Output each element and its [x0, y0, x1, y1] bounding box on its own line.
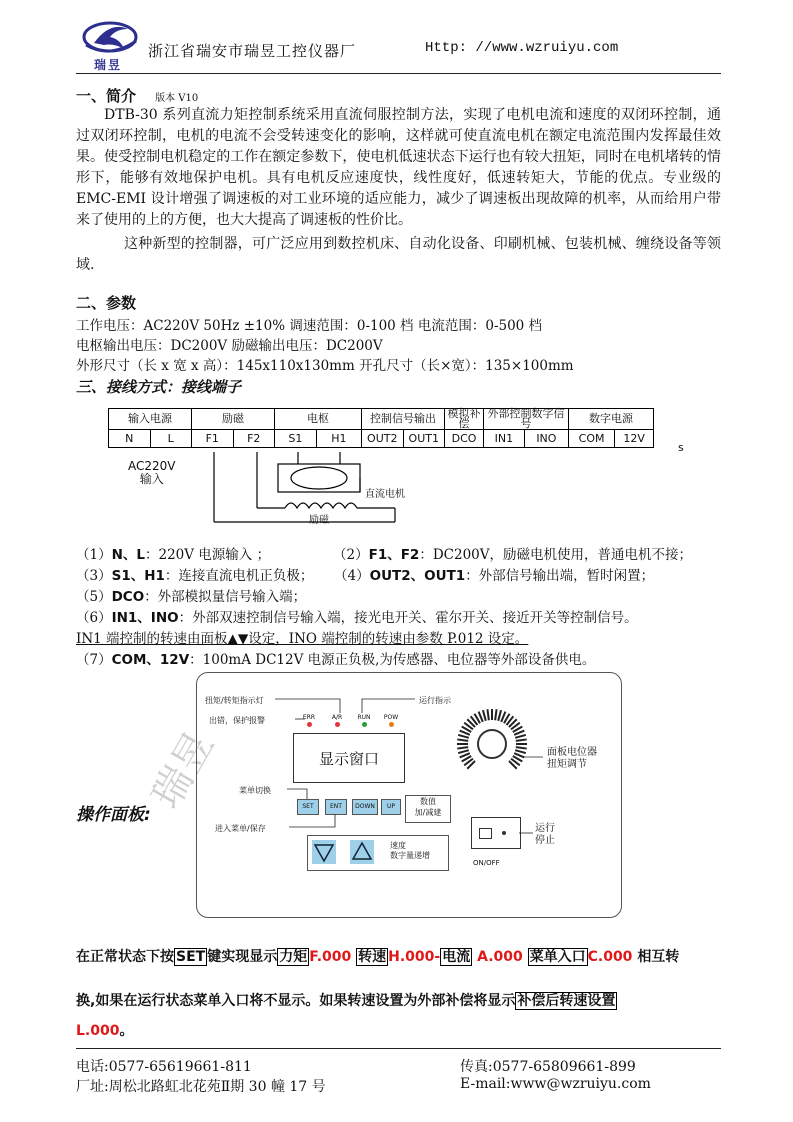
set-key[interactable]: SET [297, 799, 319, 815]
display-statement-line-2: 换,如果在运行状态菜单入口将不显示。如果转速设置为外部补偿将显示 补偿后转速设置 [76, 993, 616, 1009]
field-label: 励磁 [309, 515, 329, 526]
terminal-cell: S1 [275, 430, 317, 448]
footer-address: 厂址:周松北路虹北花苑Ⅱ期 30 幢 17 号 [76, 1079, 326, 1095]
group-cell: 输入电源 [109, 409, 192, 430]
footer-divider [76, 1048, 721, 1049]
terminal-table [108, 408, 654, 448]
logo-text: 瑞昱 [94, 58, 123, 72]
intro-para-2: 这种新型的控制器，可广泛应用到数控机床、自动化设备、印刷机械、包装机械、缠绕设备等领域. [76, 236, 721, 273]
indicator-label: 扭矩/转矩指示灯 [205, 696, 264, 705]
note-row: （7）COM、12V：100mA DC12V 电源正负极,为传感器、电位器等外部设备供电。 [76, 652, 596, 668]
terminal-group-row [109, 409, 654, 430]
operation-panel [196, 672, 622, 918]
version: 版本 V10 [155, 93, 199, 104]
motor-box [278, 464, 360, 492]
footer-tel: 电话:0577-65619661-811 [76, 1059, 252, 1075]
terminal-cell: DCO [445, 430, 484, 448]
led-err: ERR [301, 714, 317, 728]
terminal-cell: N [109, 430, 151, 448]
up-key[interactable]: UP [381, 799, 401, 815]
on-off-label: ON/OFF [473, 859, 500, 867]
note-row: （3）S1、H1：连接直流电机正负极； [76, 568, 314, 584]
terminal-cell: INO [524, 430, 568, 448]
intro-para-1: DTB-30 系列直流力矩控制系统采用直流伺服控制方法，实现了电机电流和速度的双闭环控制，通过双闭环控制，电机的电流不会受转速变化的影响，这样就可使直流电机在额定电流范围内发挥最佳效果。使受控制电机稳定的工作在额定参数下，使电机低速状态下运行也有较大扭矩，同时在电机堵转的情形下，能够有效地保护电机。具有电机反应速度快，线性度好，低速转矩大，节能的优点。专业级的 EMC-EMI 设计增强了调速板的对工业环境的适应能力，减少了调速板出现故障的机率，从而给用户带来了使用的上的方便，也大大提高了调速板的性价比。 [76, 107, 721, 228]
motor-label: 直流电机 [365, 489, 405, 500]
panel-leader-lines [197, 673, 621, 917]
ent-key[interactable]: ENT [325, 799, 347, 815]
stray-mark: s [678, 441, 684, 454]
note-row: （6）IN1、INO：外部双速控制信号输入端，接光电开关、霍尔开关、接近开关等控制信号。 [76, 610, 638, 626]
terminal-cell: F1 [192, 430, 234, 448]
enter-save-label: 进入菜单/保存 [215, 824, 266, 833]
group-cell: 励磁 [192, 409, 275, 430]
company-url[interactable]: Http: //www.wzruiyu.com [425, 40, 619, 56]
run-indicator-label: 运行指示 [419, 696, 451, 705]
value-adjust-box: 数值 加/减建 [405, 795, 451, 823]
error-label: 出错，保护报警 [209, 716, 265, 725]
params-line-3: 外形尺寸（长 x 宽 x 高）：145x110x130mm 开孔尺寸（长×宽）：135×100mm [76, 358, 574, 374]
terminal-cell: COM [569, 430, 615, 448]
field-coil [285, 503, 357, 508]
wiring-heading: 三、接线方式：接线端子 [76, 378, 242, 396]
terminal-cell: L [150, 430, 192, 448]
display-statement-line-3: L.000。 [76, 1023, 134, 1039]
group-cell: 外部控制数字信号 [484, 409, 569, 430]
intro-heading: 一、简介 [76, 87, 137, 105]
footer-fax: 传真:0577-65809661-899 [460, 1059, 636, 1075]
panel-label: 操作面板: [76, 805, 151, 825]
intro-body [76, 105, 721, 276]
group-cell: 模拟补偿 [445, 409, 484, 430]
potentiometer-label: 面板电位器 扭矩调节 [547, 747, 597, 770]
params-line-1: 工作电压：AC220V 50Hz ±10% 调速范围：0-100 档 电流范围：0-500 档 [76, 318, 543, 334]
watermark: 瑞昱 [143, 724, 223, 817]
motor-icon [291, 467, 347, 489]
down-key[interactable]: DOWN [352, 799, 378, 815]
params-heading: 二、参数 [76, 294, 137, 312]
terminal-cell: H1 [316, 430, 361, 448]
intro-heading-row [76, 85, 198, 106]
note-row: （2）F1、F2：DC200V，励磁电机使用，普通电机不接； [333, 547, 692, 563]
set-key-ref: SET [176, 949, 206, 965]
run-stop-label: 运行 停止 [535, 823, 555, 846]
led-pow: POW [383, 714, 399, 728]
speed-label: 速度 数字量递增 [390, 841, 430, 860]
group-cell: 数字电源 [569, 409, 654, 430]
group-cell: 电枢 [275, 409, 362, 430]
led-run: RUN [356, 714, 372, 728]
company-name: 浙江省瑞安市瑞昱工控仪器厂 [148, 42, 357, 60]
params-line-2: 电枢输出电压：DC200V 励磁输出电压：DC200V [76, 338, 383, 354]
terminal-label-row [109, 430, 654, 448]
note-row: （1）N、L：220V 电源输入 ； [76, 547, 271, 563]
display-window: 显示窗口 [293, 733, 405, 783]
terminal-cell: OUT1 [403, 430, 445, 448]
footer-email[interactable]: E-mail:www@wzruiyu.com [460, 1076, 651, 1092]
note-row: （5）DCO：外部模拟量信号输入端； [76, 589, 307, 605]
terminal-cell: IN1 [484, 430, 525, 448]
logo [80, 15, 140, 71]
led-ar: A/R [329, 714, 345, 728]
header-divider [76, 73, 721, 74]
terminal-cell: F2 [233, 430, 275, 448]
menu-switch-label: 菜单切换 [239, 786, 271, 795]
terminal-cell: OUT2 [362, 430, 404, 448]
group-cell: 控制信号输出 [362, 409, 445, 430]
note-row: IN1 端控制的转速由面板▲▼设定，INO 端控制的转速由参数 P.012 设定。 [76, 631, 529, 647]
display-statement-line-1: 在正常状态下按 SET 键实现显示 力矩 F.000 转速 H.000- 电流 A.000 菜单入口 C.000 相互转 [76, 949, 680, 965]
note-row: （4）OUT2、OUT1：外部信号输出端，暂时闲置； [334, 568, 655, 584]
terminal-cell: 12V [615, 430, 654, 448]
ac-input-label: AC220V 输入 [128, 459, 176, 486]
